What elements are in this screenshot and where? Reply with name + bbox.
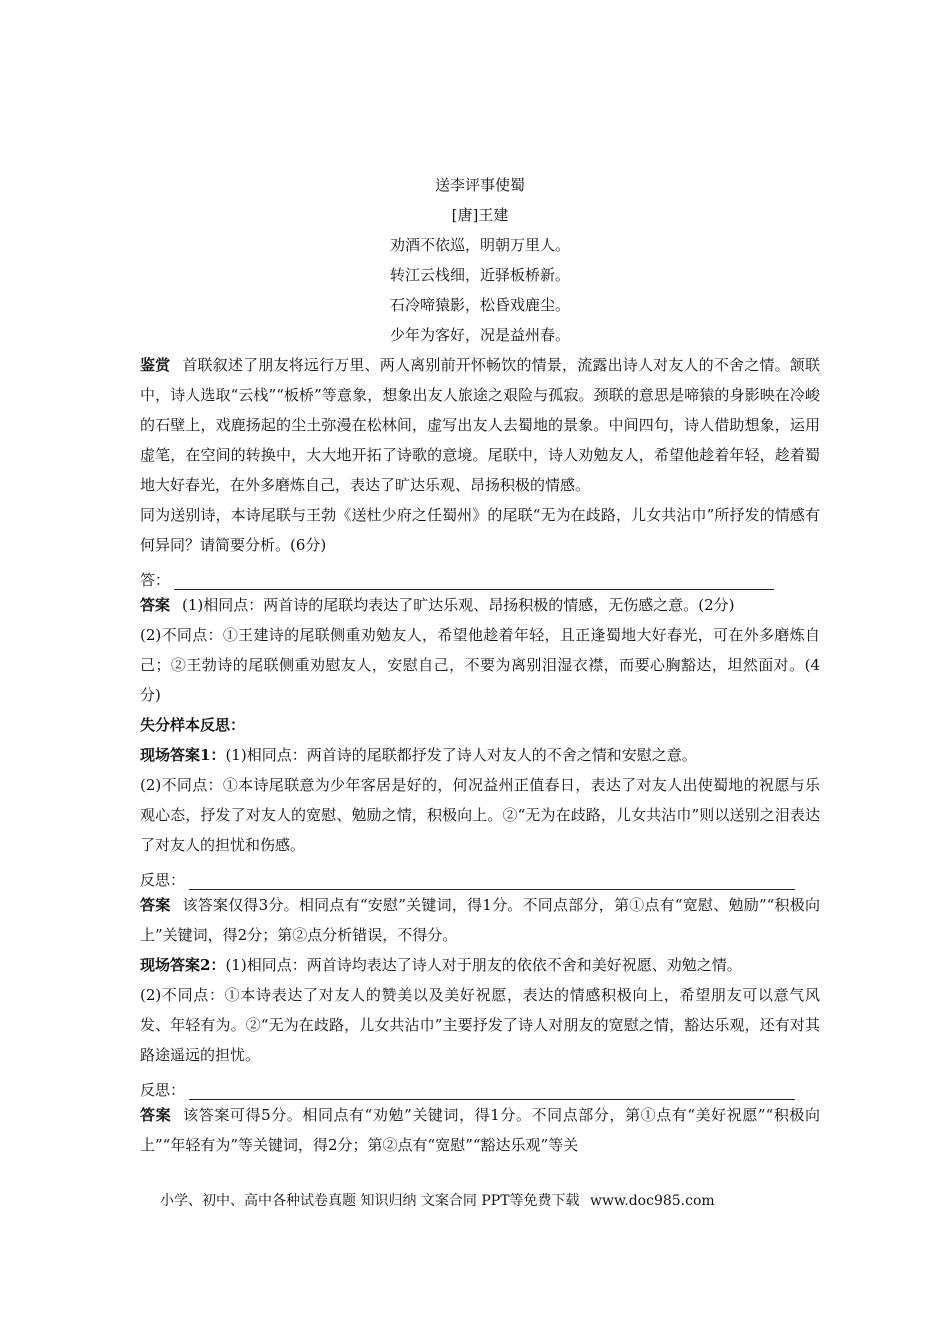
standard-answer-p1-text: (1)相同点：两首诗的尾联均表达了旷达乐观、昂扬积极的情感，无伤感之意。(2分) [182, 596, 735, 614]
appreciation-text: 首联叙述了朋友将远行万里、两人离别前开怀畅饮的情景，流露出诗人对友人的不舍之情。颔联中，诗人选取“云栈”“板桥”等意象，想象出友人旅途之艰险与孤寂。颈联的意思是啼猿的身影映在冷峻的石壁上，戏鹿扬起的尘土弥漫在松林间，虚写出友人去蜀地的景象。中间四句，诗人借助想象，运用虚笔，在空间的转换中，大大地开拓了诗歌的意境。尾联中，诗人劝勉友人，希望他趁着年轻，趁着蜀地大好春光，在外多磨炼自己，表达了旷达乐观、昂扬积极的情感。 [140, 356, 820, 494]
sample1-reflect-line[interactable] [140, 860, 820, 890]
sample1-label: 现场答案1： [140, 746, 226, 764]
footer-text: 小学、初中、高中各种试卷真题 知识归纳 文案合同 PPT等免费下载 [160, 1193, 580, 1209]
sample1-eval [140, 890, 820, 950]
page-footer [160, 1190, 721, 1210]
standard-answer-p1 [140, 590, 820, 620]
sample1-reflect-label: 反思： [140, 871, 186, 889]
sample2-p1 [140, 950, 820, 980]
sample1-eval-label: 答案 [140, 896, 171, 914]
answer-blank[interactable] [174, 569, 774, 590]
poem-line-4: 少年为客好，况是益州春。 [389, 326, 570, 344]
sample2-eval [140, 1100, 820, 1160]
sample1-eval-text: 该答案仅得3分。相同点有“安慰”关键词，得1分。不同点部分，第①点有“宽慰、勉励”“积极向上”关键词，得2分；第②点分析错误，不得分。 [140, 896, 820, 944]
document-body [140, 170, 820, 1160]
sample2-reflect-blank[interactable] [189, 1079, 795, 1100]
appreciation-label: 鉴赏 [140, 356, 171, 374]
answer-line[interactable] [140, 560, 820, 590]
sample2-eval-label: 答案 [140, 1106, 172, 1124]
standard-answer-label: 答案 [140, 596, 171, 614]
standard-answer-p2: (2)不同点：①王建诗的尾联侧重劝勉友人，希望他趁着年轻，且正逢蜀地大好春光，可在外多磨炼自己；②王勃诗的尾联侧重劝慰友人，安慰自己，不要为离别泪湿衣襟，而要心胸豁达，坦然面对。(4分) [140, 626, 820, 704]
sample2-label: 现场答案2： [140, 956, 226, 974]
poem-line-1: 劝酒不依巡，明朝万里人。 [389, 236, 570, 254]
appreciation-paragraph [140, 350, 820, 500]
poem-title: 送李评事使蜀 [434, 176, 525, 194]
sample1-reflect-blank[interactable] [189, 869, 795, 890]
footer-url[interactable]: www.doc985.com [589, 1193, 715, 1209]
sample2-p2: (2)不同点：①本诗表达了对友人的赞美以及美好祝愿，表达的情感积极向上，希望朋友可以意气风发、年轻有为。②“无为在歧路，儿女共沾巾”主要抒发了诗人对朋友的宽慰之情，豁达乐观，还有对其路途遥远的担忧。 [140, 986, 820, 1064]
answer-prompt: 答： [140, 571, 171, 589]
poem-line-2: 转江云栈细，近驿板桥新。 [389, 266, 570, 284]
question-text: 同为送别诗，本诗尾联与王勃《送杜少府之任蜀州》的尾联“无为在歧路，儿女共沾巾”所抒发的情感有何异同？请简要分析。(6分) [140, 506, 820, 554]
sample2-reflect-label: 反思： [140, 1081, 186, 1099]
poem-line-3: 石冷啼猿影，松昏戏鹿尘。 [389, 296, 570, 314]
reflection-header: 失分样本反思： [140, 716, 246, 734]
sample2-reflect-line[interactable] [140, 1070, 820, 1100]
sample1-p1-text: (1)相同点：两首诗的尾联都抒发了诗人对友人的不舍之情和安慰之意。 [225, 746, 697, 764]
sample1-p2: (2)不同点：①本诗尾联意为少年客居是好的，何况益州正值春日，表达了对友人出使蜀地的祝愿与乐观心态，抒发了对友人的宽慰、勉励之情，积极向上。②“无为在歧路，儿女共沾巾”则以送别之泪表达了对友人的担忧和伤感。 [140, 776, 820, 854]
sample2-eval-text: 该答案可得5分。相同点有“劝勉”关键词，得1分。不同点部分，第①点有“美好祝愿”“积极向上”“年轻有为”等关键词，得2分；第②点有“宽慰”“豁达乐观”等关 [140, 1106, 820, 1154]
poem-author: [唐]王建 [451, 206, 509, 224]
sample2-p1-text: (1)相同点：两首诗均表达了诗人对于朋友的依依不舍和美好祝愿、劝勉之情。 [225, 956, 742, 974]
sample1-p1 [140, 740, 820, 770]
